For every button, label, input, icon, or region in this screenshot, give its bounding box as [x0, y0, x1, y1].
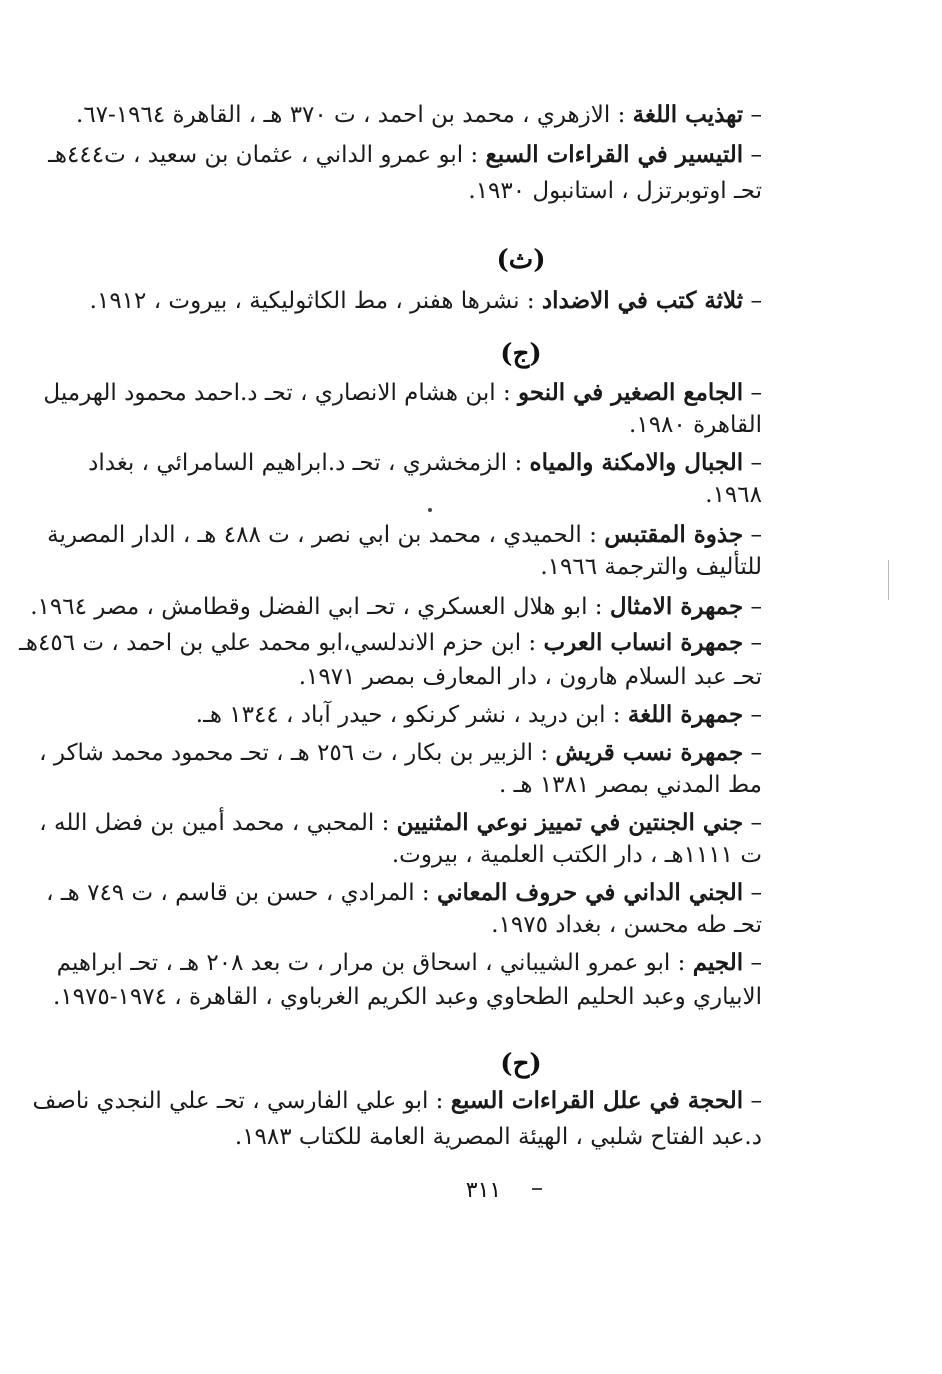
entry-continuation: ت ١١١١هـ ، دار الكتب العلمية ، بيروت. [391, 842, 762, 868]
entry-line: – الجني الداني في حروف المعاني : المرادي ، حسن بن قاسم ، ت ٧٤٩ هـ ، [46, 879, 762, 906]
entry-line: – جمهرة انساب العرب : ابن حزم الاندلسي،ابو محمد علي بن احمد ، ت ٤٥٦هـ [19, 629, 762, 656]
entry-continuation: تحـ طه محسن ، بغداد ١٩٧٥. [491, 912, 762, 938]
section-heading-jim: (ج) [500, 339, 542, 369]
entry-title: تهذيب اللغة [632, 101, 744, 128]
entry-text: : المرادي ، حسن بن قاسم ، ت ٧٤٩ هـ ، [46, 880, 437, 906]
entry-text: : ابو عمرو الداني ، عثمان بن سعيد ، ت٤٤٤هـ [48, 142, 479, 168]
entry-text: : ابن هشام الانصاري ، تحـ د.احمد محمود الهرميل [43, 380, 519, 406]
entry-title: جمهرة انساب العرب [543, 629, 744, 656]
entry-title: جمهرة نسب قريش [555, 739, 744, 766]
entry-title: الجني الداني في حروف المعاني [436, 879, 744, 906]
entry-text: : ابو عمرو الشيباني ، اسحاق بن مرار ، ت بعد ٢٠٨ هـ ، تحـ ابراهيم [56, 950, 693, 976]
entry-title: الجبال والامكنة والمياه [529, 449, 744, 476]
section-heading-ha: (ح) [500, 1049, 542, 1079]
entry-line: – التيسير في القراءات السبع : ابو عمرو الداني ، عثمان بن سعيد ، ت٤٤٤هـ [48, 141, 762, 168]
entry-title: الجيم [692, 949, 744, 976]
entry-continuation: للتأليف والترجمة ١٩٦٦. [540, 554, 762, 580]
entry-line: – جني الجنتين في تمييز نوعي المثنيين : المحبي ، محمد أمين بن فضل الله ، [39, 809, 762, 836]
entry-continuation: ١٩٦٨. [705, 482, 762, 508]
entry-text: : ابن دريد ، نشر كرنكو ، حيدر آباد ، ١٣٤٤ هـ. [195, 702, 628, 728]
entry-text: : الازهري ، محمد بن احمد ، ت ٣٧٠ هـ ، القاهرة ١٩٦٤-٦٧. [76, 102, 633, 128]
entry-line: – الجبال والامكنة والمياه : الزمخشري ، تحـ د.ابراهيم السامرائي ، بغداد [88, 449, 762, 476]
entry-title: الحجة في علل القراءات السبع [450, 1087, 744, 1114]
entry-line: – الجامع الصغير في النحو : ابن هشام الانصاري ، تحـ د.احمد محمود الهرميل [43, 379, 762, 406]
entry-line: – الجيم : ابو عمرو الشيباني ، اسحاق بن مرار ، ت بعد ٢٠٨ هـ ، تحـ ابراهيم [56, 949, 762, 976]
entry-title: الجامع الصغير في النحو [518, 379, 744, 406]
entry-continuation: تحـ عبد السلام هارون ، دار المعارف بمصر ١٩٧١. [298, 664, 762, 690]
entry-title: جمهرة اللغة [627, 701, 744, 728]
entry-line: – جمهرة الامثال : ابو هلال العسكري ، تحـ ابي الفضل وقطامش ، مصر ١٩٦٤. [30, 593, 762, 620]
scan-mark [888, 560, 889, 600]
entry-text: : ابو هلال العسكري ، تحـ ابي الفضل وقطامش ، مصر ١٩٦٤. [30, 594, 610, 620]
entry-title: جني الجنتين في تمييز نوعي المثنيين [396, 809, 744, 836]
entry-line: – جمهرة نسب قريش : الزبير بن بكار ، ت ٢٥٦ هـ ، تحـ محمود محمد شاكر ، [39, 739, 762, 766]
entry-line: – جمهرة اللغة : ابن دريد ، نشر كرنكو ، حيدر آباد ، ١٣٤٤ هـ. [195, 701, 762, 728]
entry-line: – ثلاثة كتب في الاضداد : نشرها هفنر ، مط الكاثوليكية ، بيروت ، ١٩١٢. [89, 287, 762, 314]
entry-title: ثلاثة كتب في الاضداد [541, 287, 744, 314]
scan-speck [532, 1188, 542, 1190]
entry-text: : المحبي ، محمد أمين بن فضل الله ، [39, 810, 397, 836]
page-number: ٣١١ [465, 1178, 502, 1203]
entry-text: : الزبير بن بكار ، ت ٢٥٦ هـ ، تحـ محمود محمد شاكر ، [39, 740, 556, 766]
entry-line: – تهذيب اللغة : الازهري ، محمد بن احمد ، ت ٣٧٠ هـ ، القاهرة ١٩٦٤-٦٧. [76, 101, 762, 128]
entry-title: جذوة المقتبس [604, 521, 744, 548]
entry-line: – الحجة في علل القراءات السبع : ابو علي الفارسي ، تحـ علي النجدي ناصف [32, 1087, 762, 1114]
entry-text: : الزمخشري ، تحـ د.ابراهيم السامرائي ، بغداد [88, 450, 530, 476]
entry-continuation: الابياري وعبد الحليم الطحاوي وعبد الكريم الغرباوي ، القاهرة ، ١٩٧٤-١٩٧٥. [53, 984, 762, 1010]
entry-text: : ابن حزم الاندلسي،ابو محمد علي بن احمد ، ت ٤٥٦هـ [19, 630, 544, 656]
entry-title: جمهرة الامثال [609, 593, 744, 620]
entry-title: التيسير في القراءات السبع [485, 141, 744, 168]
entry-continuation: مط المدني بمصر ١٣٨١ هـ . [499, 772, 762, 798]
section-heading-tha: (ث) [496, 245, 546, 275]
entry-text: : ابو علي الفارسي ، تحـ علي النجدي ناصف [32, 1088, 451, 1114]
entry-text: : الحميدي ، محمد بن ابي نصر ، ت ٤٨٨ هـ ، الدار المصرية [47, 522, 605, 548]
entry-continuation: القاهرة ١٩٨٠. [629, 412, 762, 438]
scan-speck [428, 508, 432, 512]
entry-continuation: تحـ اوتوبرتزل ، استانبول ١٩٣٠. [468, 178, 762, 204]
entry-line: – جذوة المقتبس : الحميدي ، محمد بن ابي نصر ، ت ٤٨٨ هـ ، الدار المصرية [47, 521, 762, 548]
entry-text: : نشرها هفنر ، مط الكاثوليكية ، بيروت ، ١٩١٢. [89, 288, 542, 314]
entry-continuation: د.عبد الفتاح شلبي ، الهيئة المصرية العامة للكتاب ١٩٨٣. [234, 1124, 762, 1150]
